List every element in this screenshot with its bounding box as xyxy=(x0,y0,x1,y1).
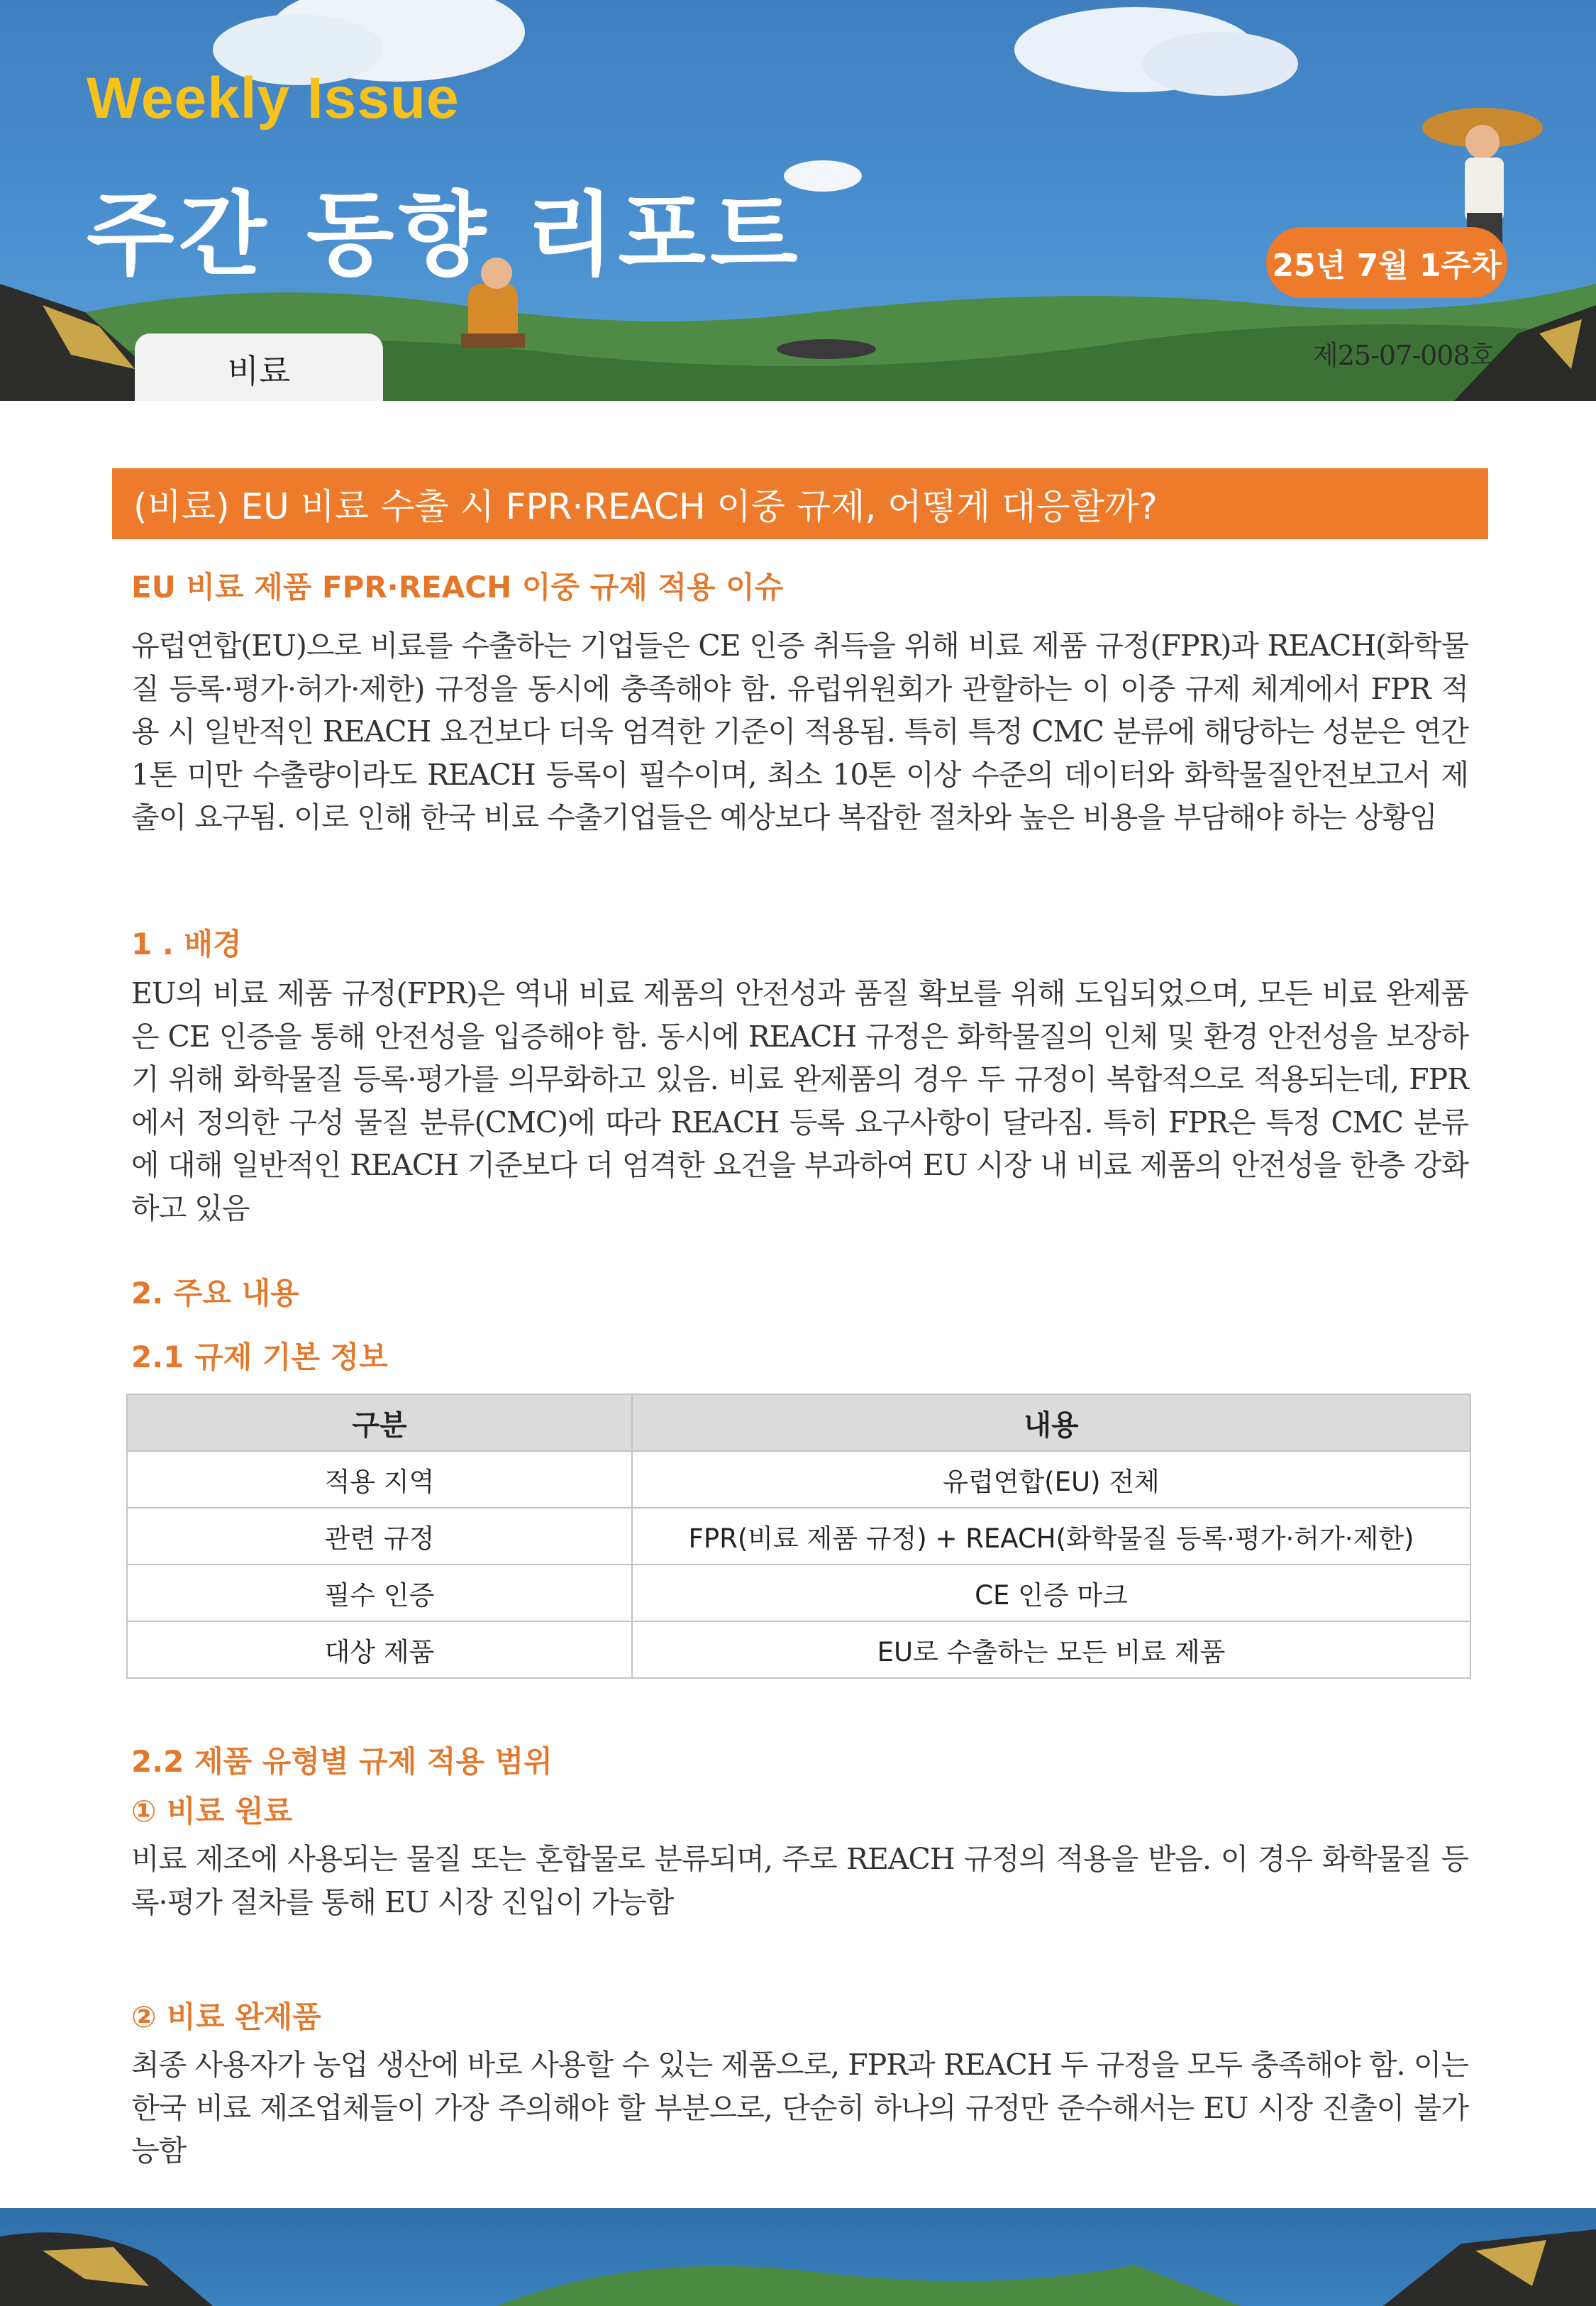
header-banner xyxy=(0,0,1596,401)
sub1-paragraph: 비료 제조에 사용되는 물질 또는 혼합물로 분류되며, 주로 REACH 규정의 적용을 받음. 이 경우 화학물질 등록·평가 절차를 통해 EU 시장 진입이 가능함 xyxy=(131,1842,1468,1919)
table-row xyxy=(127,1565,1470,1621)
table-header-cell: 내용 xyxy=(632,1394,1470,1451)
section22-heading: 2.2 제품 유형별 규제 적용 범위 xyxy=(131,1744,553,1779)
category-tab: 비료 xyxy=(135,333,383,401)
table-cell: CE 인증 마크 xyxy=(632,1565,1470,1621)
section1-paragraph: EU의 비료 제품 규정(FPR)은 역내 비료 제품의 안전성과 품질 확보를 위해 도입되었으며, 모든 비료 완제품은 CE 인증을 통해 안전성을 입증해야 함. 동시에 REACH 규정은 화학물질의 인체 및 환경 안전성을 보장하기 위해 화학물질 등록·평가를 의무화하고 있음. 비료 완제품의 경우 두 규정이 복합적으로 적용되는데, FPR에서 정의한 구성 물질 분류(CMC)에 따라 REACH 등록 요구사항이 달라짐. 특히 FPR은 특정 CMC 분류에 대해 일반적인 REACH 기준보다 더 엄격한 요건을 부과하여 EU 시장 내 비료 제품의 안전성을 한층 강화하고 있음 xyxy=(131,976,1468,1225)
table-row xyxy=(127,1621,1470,1678)
section1-heading: 1 . 배경 xyxy=(131,927,242,961)
table-cell: 필수 인증 xyxy=(127,1565,632,1621)
summary-heading: EU 비료 제품 FPR·REACH 이중 규제 적용 이슈 xyxy=(131,570,784,605)
weekly-issue-label: Weekly Issue xyxy=(87,66,460,131)
table-cell: FPR(비료 제품 규정) + REACH(화학물질 등록·평가·허가·제한) xyxy=(632,1508,1470,1565)
section2-heading: 2. 주요 내용 xyxy=(131,1276,299,1311)
sub2-paragraph: 최종 사용자가 농업 생산에 바로 사용할 수 있는 제품으로, FPR과 REACH 두 규정을 모두 충족해야 함. 이는 한국 비료 제조업체들이 가장 주의해야 할 부분으로, 단순히 하나의 규정만 준수해서는 EU 시장 진출이 불가능함 xyxy=(131,2048,1468,2168)
report-title: 주간 동향 리포트 xyxy=(87,182,802,288)
table-header-cell: 구분 xyxy=(127,1394,632,1451)
regulation-info-table xyxy=(126,1394,1471,1679)
table-cell: 유럽연합(EU) 전체 xyxy=(632,1451,1470,1508)
table-row xyxy=(127,1451,1470,1508)
sub1-heading: ① 비료 원료 xyxy=(131,1794,293,1828)
table-row xyxy=(127,1508,1470,1565)
issue-number: 제25-07-008호 xyxy=(1312,340,1495,371)
week-badge: 25년 7월 1주차 xyxy=(1266,227,1507,298)
table-header-row xyxy=(127,1394,1470,1451)
section21-heading: 2.1 규제 기본 정보 xyxy=(131,1340,388,1374)
summary-paragraph: 유럽연합(EU)으로 비료를 수출하는 기업들은 CE 인증 취득을 위해 비료 제품 규정(FPR)과 REACH(화학물질 등록·평가·허가·제한) 규정을 동시에 충족해야 함. 유럽위원회가 관할하는 이 이중 규제 체계에서 FPR 적용 시 일반적인 REACH 요건보다 더욱 엄격한 기준이 적용됨. 특히 특정 CMC 분류에 해당하는 성분은 연간 1톤 미만 수출량이라도 REACH 등록이 필수이며, 최소 10톤 이상 수준의 데이터와 화학물질안전보고서 제출이 요구됨. 이로 인해 한국 비료 수출기업들은 예상보다 복잡한 절차와 높은 비용을 부담해야 하는 상황임 xyxy=(131,629,1468,834)
sub2-heading: ② 비료 완제품 xyxy=(131,1999,321,2034)
table-cell: 대상 제품 xyxy=(127,1621,632,1678)
table-cell: 적용 지역 xyxy=(127,1451,632,1508)
footer-banner xyxy=(0,2208,1596,2306)
footer-illustration xyxy=(0,2208,1596,2306)
table-cell: EU로 수출하는 모든 비료 제품 xyxy=(632,1621,1470,1678)
article-headline: (비료) EU 비료 수출 시 FPR·REACH 이중 규제, 어떻게 대응할까? xyxy=(112,468,1488,539)
table-cell: 관련 규정 xyxy=(127,1508,632,1565)
